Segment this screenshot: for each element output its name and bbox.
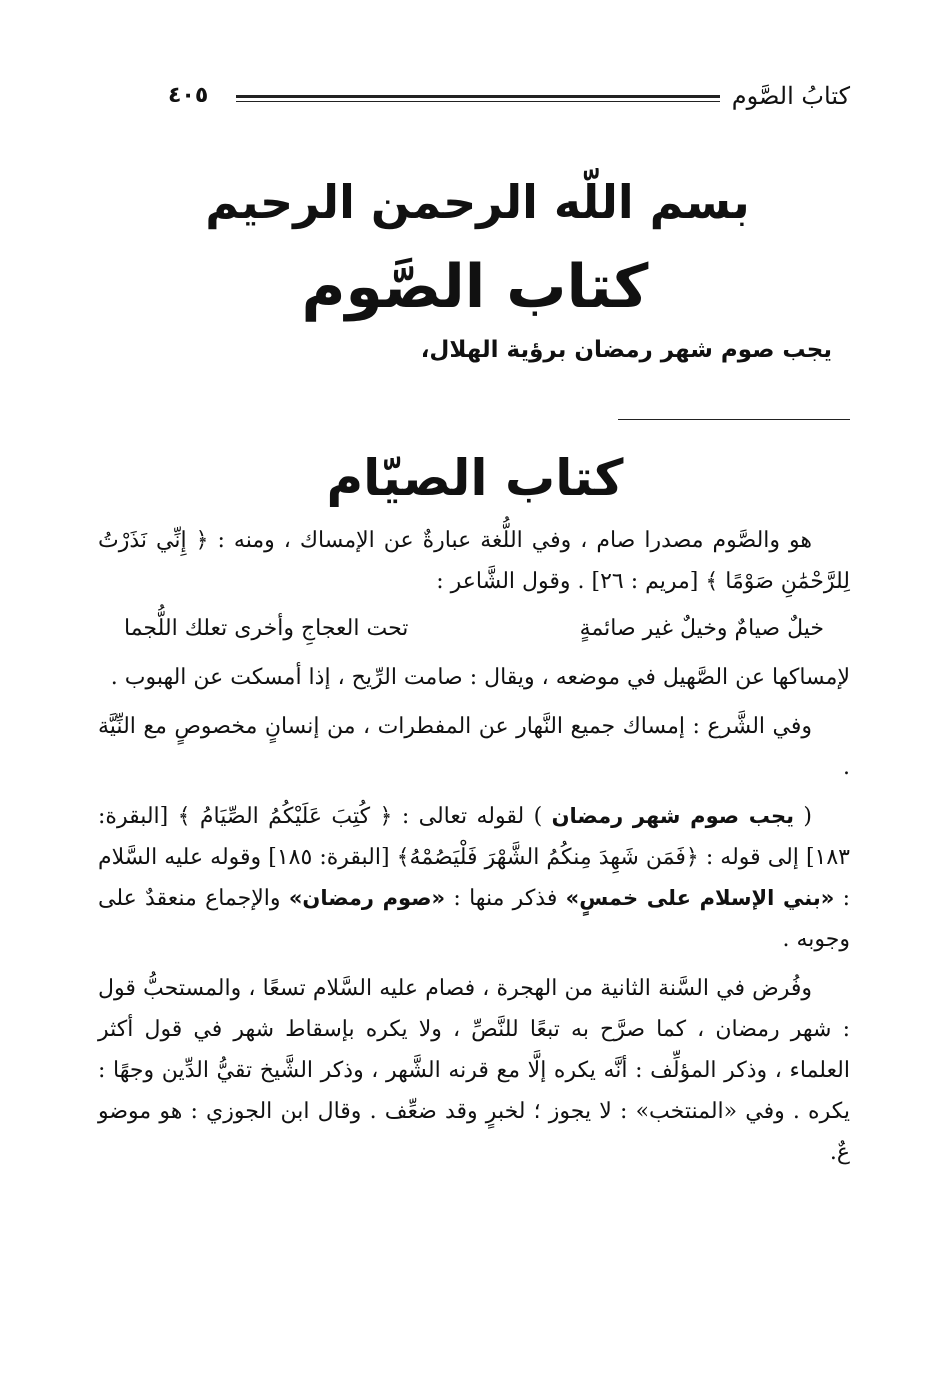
paren-close: )	[524, 804, 552, 829]
quran-quote: ﴿فَمَن شَهِدَ مِنكُمُ الشَّهْرَ فَلْيَصُمْهُ﴾	[396, 845, 699, 870]
paragraph-history: وفُرض في السَّنة الثانية من الهجرة ، فصام عليه السَّلام تسعًا ، والمستحبُّ قول : شهر رمضان ، كما صرَّح به تبعًا للنَّصِّ ، ولا يكره بإسقاط شهر في قول أكثر العلماء ، وذكر المؤلِّف : أنَّه يكره إلَّا مع قرنه الشَّهر ، وذكر الشَّيخ تقيُّ الدِّين وجهًا : يكره . وفي «المنتخب» : لا يجوز ؛ لخبرٍ وقد ضعِّف . وقال ابن الجوزي : هو موضو عٌ.	[98, 976, 850, 1165]
quran-quote: ﴿ كُتِبَ عَلَيْكُمُ الصِّيَامُ ﴾	[177, 804, 393, 829]
book-title: كتاب الصَّوم	[301, 252, 649, 322]
paragraph-text: [مريم : ٢٦] . وقول الشَّاعر :	[436, 569, 706, 594]
paragraph-definition	[98, 520, 850, 602]
commentary-title: كتاب الصيّام	[326, 449, 624, 507]
verse-first-hemistich: خيلٌ صيامٌ وخيلٌ غير صائمةٍ	[579, 616, 824, 641]
basmala-heading: بسم اللّه الرحمن الرحيم	[205, 175, 750, 229]
paragraph-text: هو والصَّوم مصدرا صام ، وفي اللُّغة عبارةٌ عن الإمساك ، ومنه :	[208, 528, 812, 553]
paragraph-text: فذكر منها :	[445, 886, 566, 911]
paragraph-shari-definition: وفي الشَّرع : إمساك جميع النَّهار عن المفطرات ، من إنسانٍ مخصوصٍ مع النِّيَّة .	[98, 714, 850, 780]
paragraph-text: [البقرة: ١٨٣] إلى قوله :	[98, 804, 850, 870]
verse-second-hemistich: تحت العجاجِ وأخرى تعلك اللُّجما	[124, 616, 409, 641]
hadith-quote: «بني الإسلام على خمسٍ»	[565, 886, 835, 910]
paragraph-verse-explanation: لإمساكها عن الصَّهيل في موضعه ، ويقال : صامت الرِّيح ، إذا أمسكت عن الهبوب .	[110, 665, 850, 690]
section-divider	[618, 419, 850, 420]
paragraph-text: لقوله تعالى :	[392, 804, 525, 829]
page-number: ٤٠٥	[168, 83, 209, 108]
matn-text: يجب صوم شهر رمضان برؤية الهلال،	[420, 337, 832, 363]
running-title: كتابُ الصَّوم	[731, 82, 850, 110]
running-header	[168, 78, 850, 114]
paragraph-text: والإجماع منعقدٌ على وجوبه .	[98, 886, 850, 952]
poetry-verse	[124, 608, 850, 649]
header-rule	[236, 95, 720, 98]
commentary-body	[98, 520, 850, 1173]
matn-quote: يجب صوم شهر رمضان	[551, 804, 794, 828]
quran-quote: ﴿ إِنِّي نَذَرْتُ لِلرَّحْمَٰنِ صَوْمًا ﴾	[98, 528, 850, 594]
paragraph-evidence	[98, 796, 850, 960]
paragraph-text: [البقرة: ١٨٥] وقوله عليه السَّلام :	[98, 845, 851, 911]
paren-open: (	[794, 804, 812, 829]
hadith-quote: «صوم رمضان»	[288, 886, 446, 910]
